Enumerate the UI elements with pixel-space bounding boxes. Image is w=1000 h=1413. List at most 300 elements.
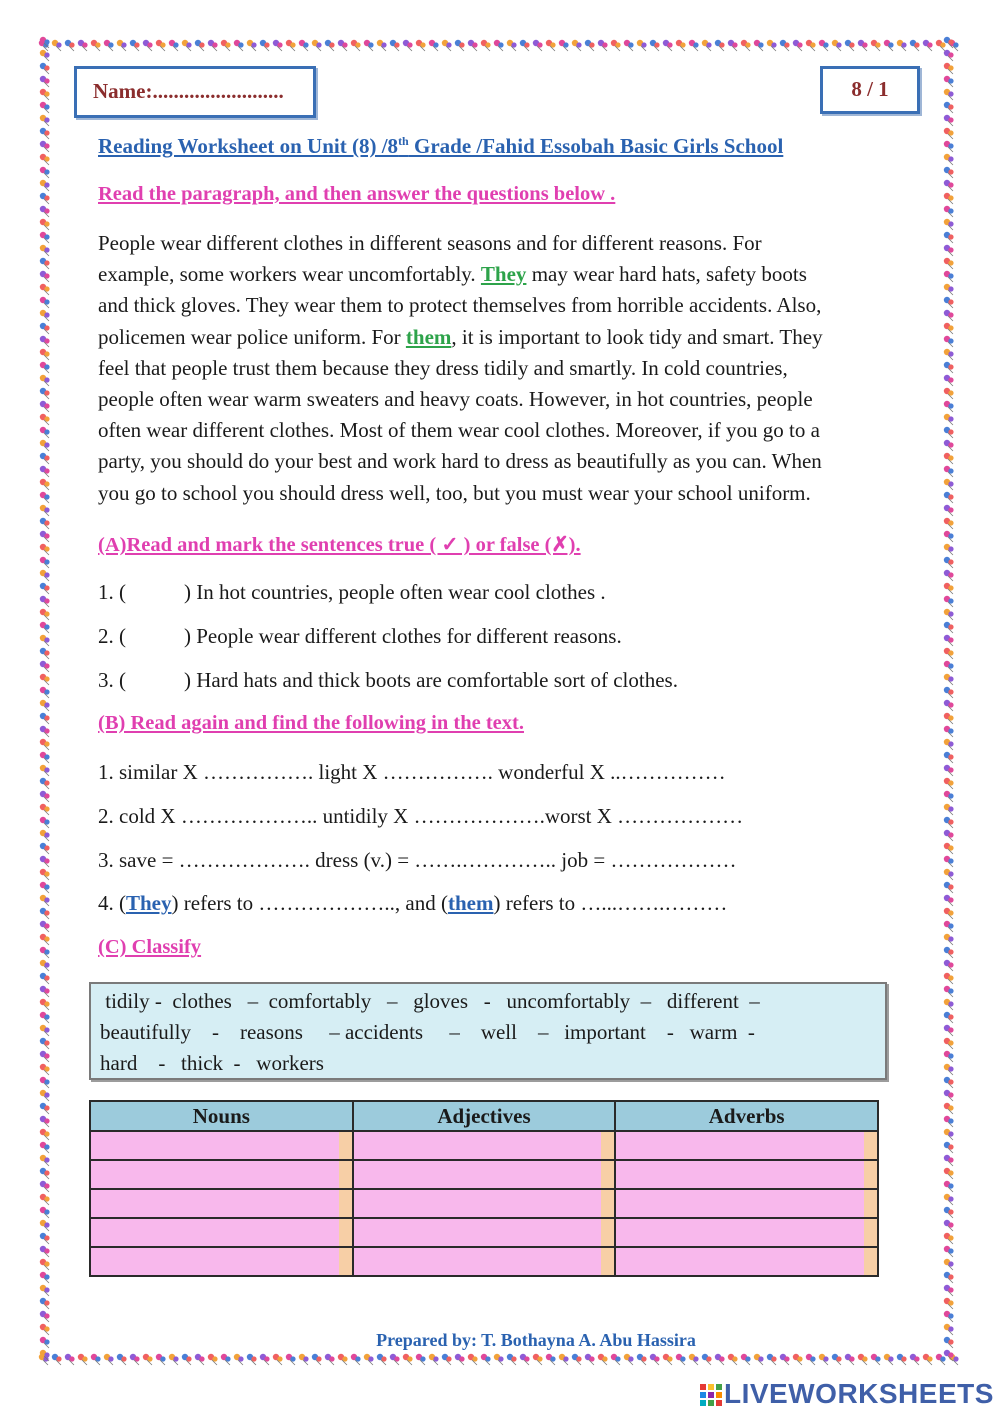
balloon-icon	[40, 427, 50, 438]
paragraph-line	[98, 259, 913, 290]
balloon-icon	[944, 479, 954, 490]
balloon-icon	[40, 505, 50, 516]
balloon-icon	[944, 414, 954, 425]
balloon-icon	[546, 1354, 556, 1365]
balloon-icon	[944, 687, 954, 698]
balloon-icon	[208, 40, 218, 51]
table-row	[90, 1218, 878, 1247]
balloon-icon	[40, 128, 50, 139]
find-line-4[interactable]	[98, 891, 727, 916]
balloon-icon	[78, 40, 88, 51]
answer-cell[interactable]	[615, 1160, 878, 1189]
find-text: ) refers to ……………….., and (	[171, 891, 448, 915]
balloon-icon	[944, 349, 954, 360]
balloon-icon	[40, 297, 50, 308]
balloon-icon	[40, 999, 50, 1010]
balloon-icon	[40, 466, 50, 477]
balloon-icon	[728, 1354, 738, 1365]
balloon-icon	[715, 1354, 725, 1365]
balloon-icon	[481, 40, 491, 51]
answer-cell[interactable]	[615, 1131, 878, 1160]
balloon-icon	[944, 102, 954, 113]
paragraph-line: people often wear warm sweaters and heavy coats. However, in hot countries, people	[98, 387, 813, 412]
balloon-icon	[871, 1354, 881, 1365]
balloon-icon	[429, 1354, 439, 1365]
balloon-icon	[299, 1354, 309, 1365]
balloon-icon	[806, 1354, 816, 1365]
balloon-icon	[944, 856, 954, 867]
balloon-icon	[944, 635, 954, 646]
balloon-icon	[944, 1259, 954, 1270]
balloon-icon	[910, 40, 920, 51]
balloon-icon	[104, 1354, 114, 1365]
balloon-icon	[40, 76, 50, 87]
balloon-icon	[40, 687, 50, 698]
balloon-icon	[390, 40, 400, 51]
section-b-heading: (B) Read again and find the following in the text.	[98, 712, 524, 734]
balloon-icon	[221, 1354, 231, 1365]
balloon-icon	[40, 258, 50, 269]
balloon-icon	[40, 336, 50, 347]
item-paren-close: )	[184, 580, 191, 604]
balloon-icon	[65, 40, 75, 51]
balloon-icon	[338, 1354, 348, 1365]
balloon-icon	[944, 284, 954, 295]
balloon-icon	[663, 40, 673, 51]
balloon-icon	[40, 115, 50, 126]
balloon-icon	[40, 973, 50, 984]
paragraph-line: feel that people trust them because they dress tidily and smartly. In cold countries,	[98, 355, 788, 380]
balloon-icon	[143, 40, 153, 51]
liveworksheets-logo-icon	[700, 1381, 722, 1413]
worksheet-title	[98, 134, 898, 159]
title-sup: th	[398, 134, 409, 148]
balloon-icon	[715, 40, 725, 51]
balloon-icon	[40, 557, 50, 568]
balloon-icon	[286, 40, 296, 51]
balloon-icon	[520, 40, 530, 51]
balloon-icon	[143, 1354, 153, 1365]
balloon-icon	[234, 1354, 244, 1365]
balloon-icon	[944, 63, 954, 74]
balloon-icon	[923, 1354, 933, 1365]
balloon-icon	[944, 895, 954, 906]
true-false-item	[98, 668, 678, 693]
balloon-icon	[40, 1051, 50, 1062]
answer-cell[interactable]	[615, 1247, 878, 1276]
answer-cell[interactable]	[90, 1131, 353, 1160]
balloon-icon	[325, 40, 335, 51]
answer-cell[interactable]	[353, 1218, 616, 1247]
balloon-icon	[40, 310, 50, 321]
table-row	[90, 1160, 878, 1189]
balloon-icon	[702, 40, 712, 51]
balloon-icon	[897, 40, 907, 51]
balloon-icon	[650, 1354, 660, 1365]
balloon-icon	[40, 752, 50, 763]
balloon-icon	[221, 40, 231, 51]
balloon-border-bottom	[38, 1350, 962, 1370]
balloon-icon	[40, 37, 50, 48]
balloon-icon	[884, 1354, 894, 1365]
balloon-icon	[40, 206, 50, 217]
balloon-icon	[944, 700, 954, 711]
balloon-icon	[40, 544, 50, 555]
balloon-icon	[944, 115, 954, 126]
balloon-icon	[944, 960, 954, 971]
balloon-icon	[40, 219, 50, 230]
balloon-icon	[40, 1012, 50, 1023]
balloon-icon	[944, 1051, 954, 1062]
balloon-icon	[944, 947, 954, 958]
answer-cell[interactable]	[353, 1189, 616, 1218]
balloon-icon	[944, 830, 954, 841]
paragraph-line: People wear different clothes in different seasons and for different reasons. For	[98, 231, 762, 255]
balloon-icon	[585, 1354, 595, 1365]
balloon-icon	[676, 1354, 686, 1365]
balloon-icon	[944, 258, 954, 269]
balloon-icon	[40, 1246, 50, 1257]
balloon-icon	[208, 1354, 218, 1365]
word-bank-line: beautifully - reasons – accidents – well – important - warm -	[100, 1020, 755, 1044]
name-field[interactable]	[74, 66, 316, 118]
balloon-icon	[351, 1354, 361, 1365]
balloon-icon	[598, 1354, 608, 1365]
column-header-adverbs: Adverbs	[615, 1101, 878, 1131]
balloon-icon	[944, 1298, 954, 1309]
balloon-icon	[299, 40, 309, 51]
balloon-icon	[40, 63, 50, 74]
balloon-icon	[312, 40, 322, 51]
balloon-icon	[944, 1233, 954, 1244]
balloon-icon	[650, 40, 660, 51]
balloon-icon	[40, 921, 50, 932]
balloon-icon	[40, 232, 50, 243]
balloon-icon	[40, 89, 50, 100]
balloon-icon	[533, 40, 543, 51]
balloon-icon	[40, 830, 50, 841]
balloon-icon	[40, 843, 50, 854]
balloon-icon	[689, 40, 699, 51]
prepared-by: Prepared by: T. Bothayna A. Abu Hassira	[376, 1330, 696, 1350]
balloon-icon	[40, 50, 50, 61]
item-text: Hard hats and thick boots are comfortable sort of clothes.	[191, 668, 678, 692]
balloon-icon	[944, 1181, 954, 1192]
balloon-icon	[40, 1129, 50, 1140]
balloon-icon	[944, 375, 954, 386]
balloon-icon	[533, 1354, 543, 1365]
balloon-icon	[944, 154, 954, 165]
balloon-icon	[40, 1350, 50, 1361]
balloon-icon	[624, 1354, 634, 1365]
balloon-icon	[944, 882, 954, 893]
balloon-icon	[806, 40, 816, 51]
section-c-heading: (C) Classify	[98, 936, 202, 958]
balloon-border-right	[942, 36, 962, 1370]
balloon-icon	[944, 37, 954, 48]
table-row	[90, 1189, 878, 1218]
table-row	[90, 1131, 878, 1160]
balloon-icon	[944, 1246, 954, 1257]
balloon-icon	[944, 245, 954, 256]
item-number: 2. (	[98, 624, 126, 648]
true-false-item	[98, 580, 606, 605]
word-bank-line: tidily - clothes – comfortably – gloves - uncomfortably – different –	[100, 989, 760, 1013]
keyword-they: They	[480, 262, 527, 287]
balloon-icon	[944, 1155, 954, 1166]
balloon-icon	[923, 40, 933, 51]
balloon-icon	[40, 791, 50, 802]
balloon-icon	[91, 1354, 101, 1365]
answer-cell[interactable]	[90, 1247, 353, 1276]
balloon-icon	[403, 40, 413, 51]
balloon-icon	[455, 1354, 465, 1365]
balloon-icon	[481, 1354, 491, 1365]
balloon-icon	[40, 531, 50, 542]
balloon-icon	[845, 1354, 855, 1365]
balloon-icon	[944, 557, 954, 568]
balloon-icon	[944, 934, 954, 945]
balloon-icon	[195, 1354, 205, 1365]
balloon-icon	[832, 1354, 842, 1365]
balloon-icon	[944, 427, 954, 438]
balloon-icon	[40, 180, 50, 191]
balloon-icon	[944, 752, 954, 763]
balloon-icon	[944, 466, 954, 477]
paragraph-text: example, some workers wear uncomfortably.	[98, 262, 481, 287]
balloon-icon	[944, 713, 954, 724]
answer-cell[interactable]	[353, 1131, 616, 1160]
balloon-icon	[944, 1129, 954, 1140]
balloon-icon	[944, 1168, 954, 1179]
balloon-icon	[40, 401, 50, 412]
balloon-icon	[40, 661, 50, 672]
balloon-icon	[195, 40, 205, 51]
balloon-icon	[40, 479, 50, 490]
balloon-icon	[40, 1259, 50, 1270]
keyword-they-ref: They	[126, 891, 172, 915]
item-number: 3. (	[98, 668, 126, 692]
balloon-icon	[273, 1354, 283, 1365]
balloon-icon	[40, 492, 50, 503]
paragraph-line: you go to school you should dress well, too, but you must wear your school uniform.	[98, 480, 811, 505]
answer-cell[interactable]	[90, 1218, 353, 1247]
balloon-icon	[944, 128, 954, 139]
balloon-icon	[40, 674, 50, 685]
answer-cell[interactable]	[615, 1218, 878, 1247]
balloon-icon	[40, 1025, 50, 1036]
balloon-icon	[40, 1064, 50, 1075]
balloon-icon	[780, 1354, 790, 1365]
balloon-icon	[40, 271, 50, 282]
balloon-border-left	[38, 36, 58, 1370]
keyword-them: them	[405, 324, 452, 349]
balloon-icon	[944, 518, 954, 529]
balloon-icon	[507, 40, 517, 51]
balloon-icon	[944, 232, 954, 243]
balloon-icon	[40, 739, 50, 750]
balloon-icon	[944, 167, 954, 178]
paragraph-line: party, you should do your best and work hard to dress as beautifully as you can. When	[98, 449, 822, 474]
balloon-icon	[944, 206, 954, 217]
paragraph-line	[98, 322, 913, 353]
balloon-icon	[182, 40, 192, 51]
balloon-icon	[351, 40, 361, 51]
balloon-icon	[40, 570, 50, 581]
answer-cell[interactable]	[90, 1160, 353, 1189]
balloon-icon	[468, 1354, 478, 1365]
balloon-icon	[944, 1194, 954, 1205]
balloon-icon	[156, 1354, 166, 1365]
balloon-icon	[944, 297, 954, 308]
balloon-icon	[40, 1311, 50, 1322]
keyword-them-ref: them	[447, 891, 494, 915]
find-text: ) refers to …...…….………	[493, 891, 728, 915]
balloon-icon	[377, 1354, 387, 1365]
balloon-icon	[40, 778, 50, 789]
balloon-icon	[91, 40, 101, 51]
balloon-icon	[944, 453, 954, 464]
balloon-icon	[944, 1025, 954, 1036]
balloon-icon	[754, 1354, 764, 1365]
balloon-icon	[944, 531, 954, 542]
balloon-icon	[286, 1354, 296, 1365]
balloon-icon	[944, 1064, 954, 1075]
balloon-icon	[884, 40, 894, 51]
balloon-icon	[429, 40, 439, 51]
balloon-icon	[416, 40, 426, 51]
balloon-icon	[40, 622, 50, 633]
balloon-icon	[40, 1155, 50, 1166]
balloon-icon	[247, 1354, 257, 1365]
page-number: 8 / 1	[851, 77, 889, 101]
liveworksheets-brand[interactable]	[700, 1378, 994, 1408]
balloon-icon	[403, 1354, 413, 1365]
balloon-icon	[40, 284, 50, 295]
balloon-icon	[40, 648, 50, 659]
balloon-icon	[40, 1181, 50, 1192]
find-line-3[interactable]: 3. save = ………………. dress (v.) = …….………….. job = ………………	[98, 848, 737, 872]
balloon-icon	[944, 401, 954, 412]
balloon-icon	[546, 40, 556, 51]
column-header-nouns: Nouns	[90, 1101, 353, 1131]
balloon-icon	[637, 40, 647, 51]
find-text: 4. (	[98, 891, 126, 915]
reading-paragraph	[98, 228, 913, 509]
balloon-icon	[130, 1354, 140, 1365]
balloon-icon	[364, 1354, 374, 1365]
paragraph-text: , it is important to look tidy and smart. They	[451, 324, 823, 349]
balloon-icon	[871, 40, 881, 51]
balloon-icon	[944, 739, 954, 750]
balloon-icon	[944, 89, 954, 100]
balloon-icon	[169, 1354, 179, 1365]
balloon-icon	[40, 1142, 50, 1153]
balloon-icon	[767, 40, 777, 51]
balloon-icon	[944, 492, 954, 503]
balloon-icon	[40, 1207, 50, 1218]
balloon-icon	[40, 583, 50, 594]
balloon-icon	[338, 40, 348, 51]
item-paren-close: )	[184, 624, 191, 648]
balloon-icon	[377, 40, 387, 51]
balloon-icon	[117, 40, 127, 51]
balloon-icon	[442, 1354, 452, 1365]
page-number-box	[820, 66, 920, 114]
balloon-icon	[944, 986, 954, 997]
balloon-icon	[40, 453, 50, 464]
balloon-icon	[40, 1038, 50, 1049]
balloon-icon	[40, 349, 50, 360]
answer-cell[interactable]	[90, 1189, 353, 1218]
balloon-icon	[944, 908, 954, 919]
balloon-icon	[845, 40, 855, 51]
find-line-1[interactable]: 1. similar X ……………. light X ……………. wonderful X ..……………	[98, 760, 726, 784]
balloon-icon	[312, 1354, 322, 1365]
find-line-2[interactable]: 2. cold X ……………….. untidily X ……………….worst X ………………	[98, 804, 744, 828]
balloon-icon	[572, 1354, 582, 1365]
balloon-icon	[494, 1354, 504, 1365]
balloon-icon	[40, 895, 50, 906]
balloon-icon	[40, 1194, 50, 1205]
balloon-icon	[156, 40, 166, 51]
balloon-icon	[944, 726, 954, 737]
balloon-icon	[858, 40, 868, 51]
balloon-icon	[944, 765, 954, 776]
balloon-icon	[40, 804, 50, 815]
balloon-icon	[793, 40, 803, 51]
title-prefix: Reading Worksheet on Unit (8) /8	[98, 134, 399, 158]
balloon-icon	[40, 1233, 50, 1244]
balloon-icon	[944, 1220, 954, 1231]
paragraph-text: may wear hard hats, safety boots	[526, 262, 807, 287]
item-text: People wear different clothes for different reasons.	[191, 624, 622, 648]
balloon-icon	[40, 388, 50, 399]
balloon-icon	[944, 193, 954, 204]
balloon-icon	[598, 40, 608, 51]
balloon-icon	[944, 596, 954, 607]
balloon-icon	[40, 947, 50, 958]
answer-cell[interactable]	[353, 1247, 616, 1276]
balloon-icon	[944, 544, 954, 555]
balloon-icon	[637, 1354, 647, 1365]
name-label: Name:.........................	[93, 79, 284, 103]
balloon-icon	[944, 778, 954, 789]
balloon-icon	[40, 1116, 50, 1127]
balloon-icon	[910, 1354, 920, 1365]
balloon-icon	[40, 1090, 50, 1101]
answer-cell[interactable]	[353, 1160, 616, 1189]
balloon-icon	[944, 869, 954, 880]
balloon-icon	[130, 40, 140, 51]
balloon-icon	[40, 960, 50, 971]
answer-cell[interactable]	[615, 1189, 878, 1218]
balloon-icon	[944, 973, 954, 984]
balloon-icon	[944, 1090, 954, 1101]
balloon-icon	[663, 1354, 673, 1365]
item-number: 1. (	[98, 580, 126, 604]
balloon-icon	[40, 726, 50, 737]
balloon-icon	[273, 40, 283, 51]
balloon-icon	[944, 1142, 954, 1153]
balloon-icon	[40, 362, 50, 373]
balloon-icon	[741, 1354, 751, 1365]
balloon-icon	[944, 1311, 954, 1322]
balloon-icon	[572, 40, 582, 51]
balloon-icon	[40, 609, 50, 620]
balloon-icon	[944, 505, 954, 516]
balloon-icon	[944, 362, 954, 373]
